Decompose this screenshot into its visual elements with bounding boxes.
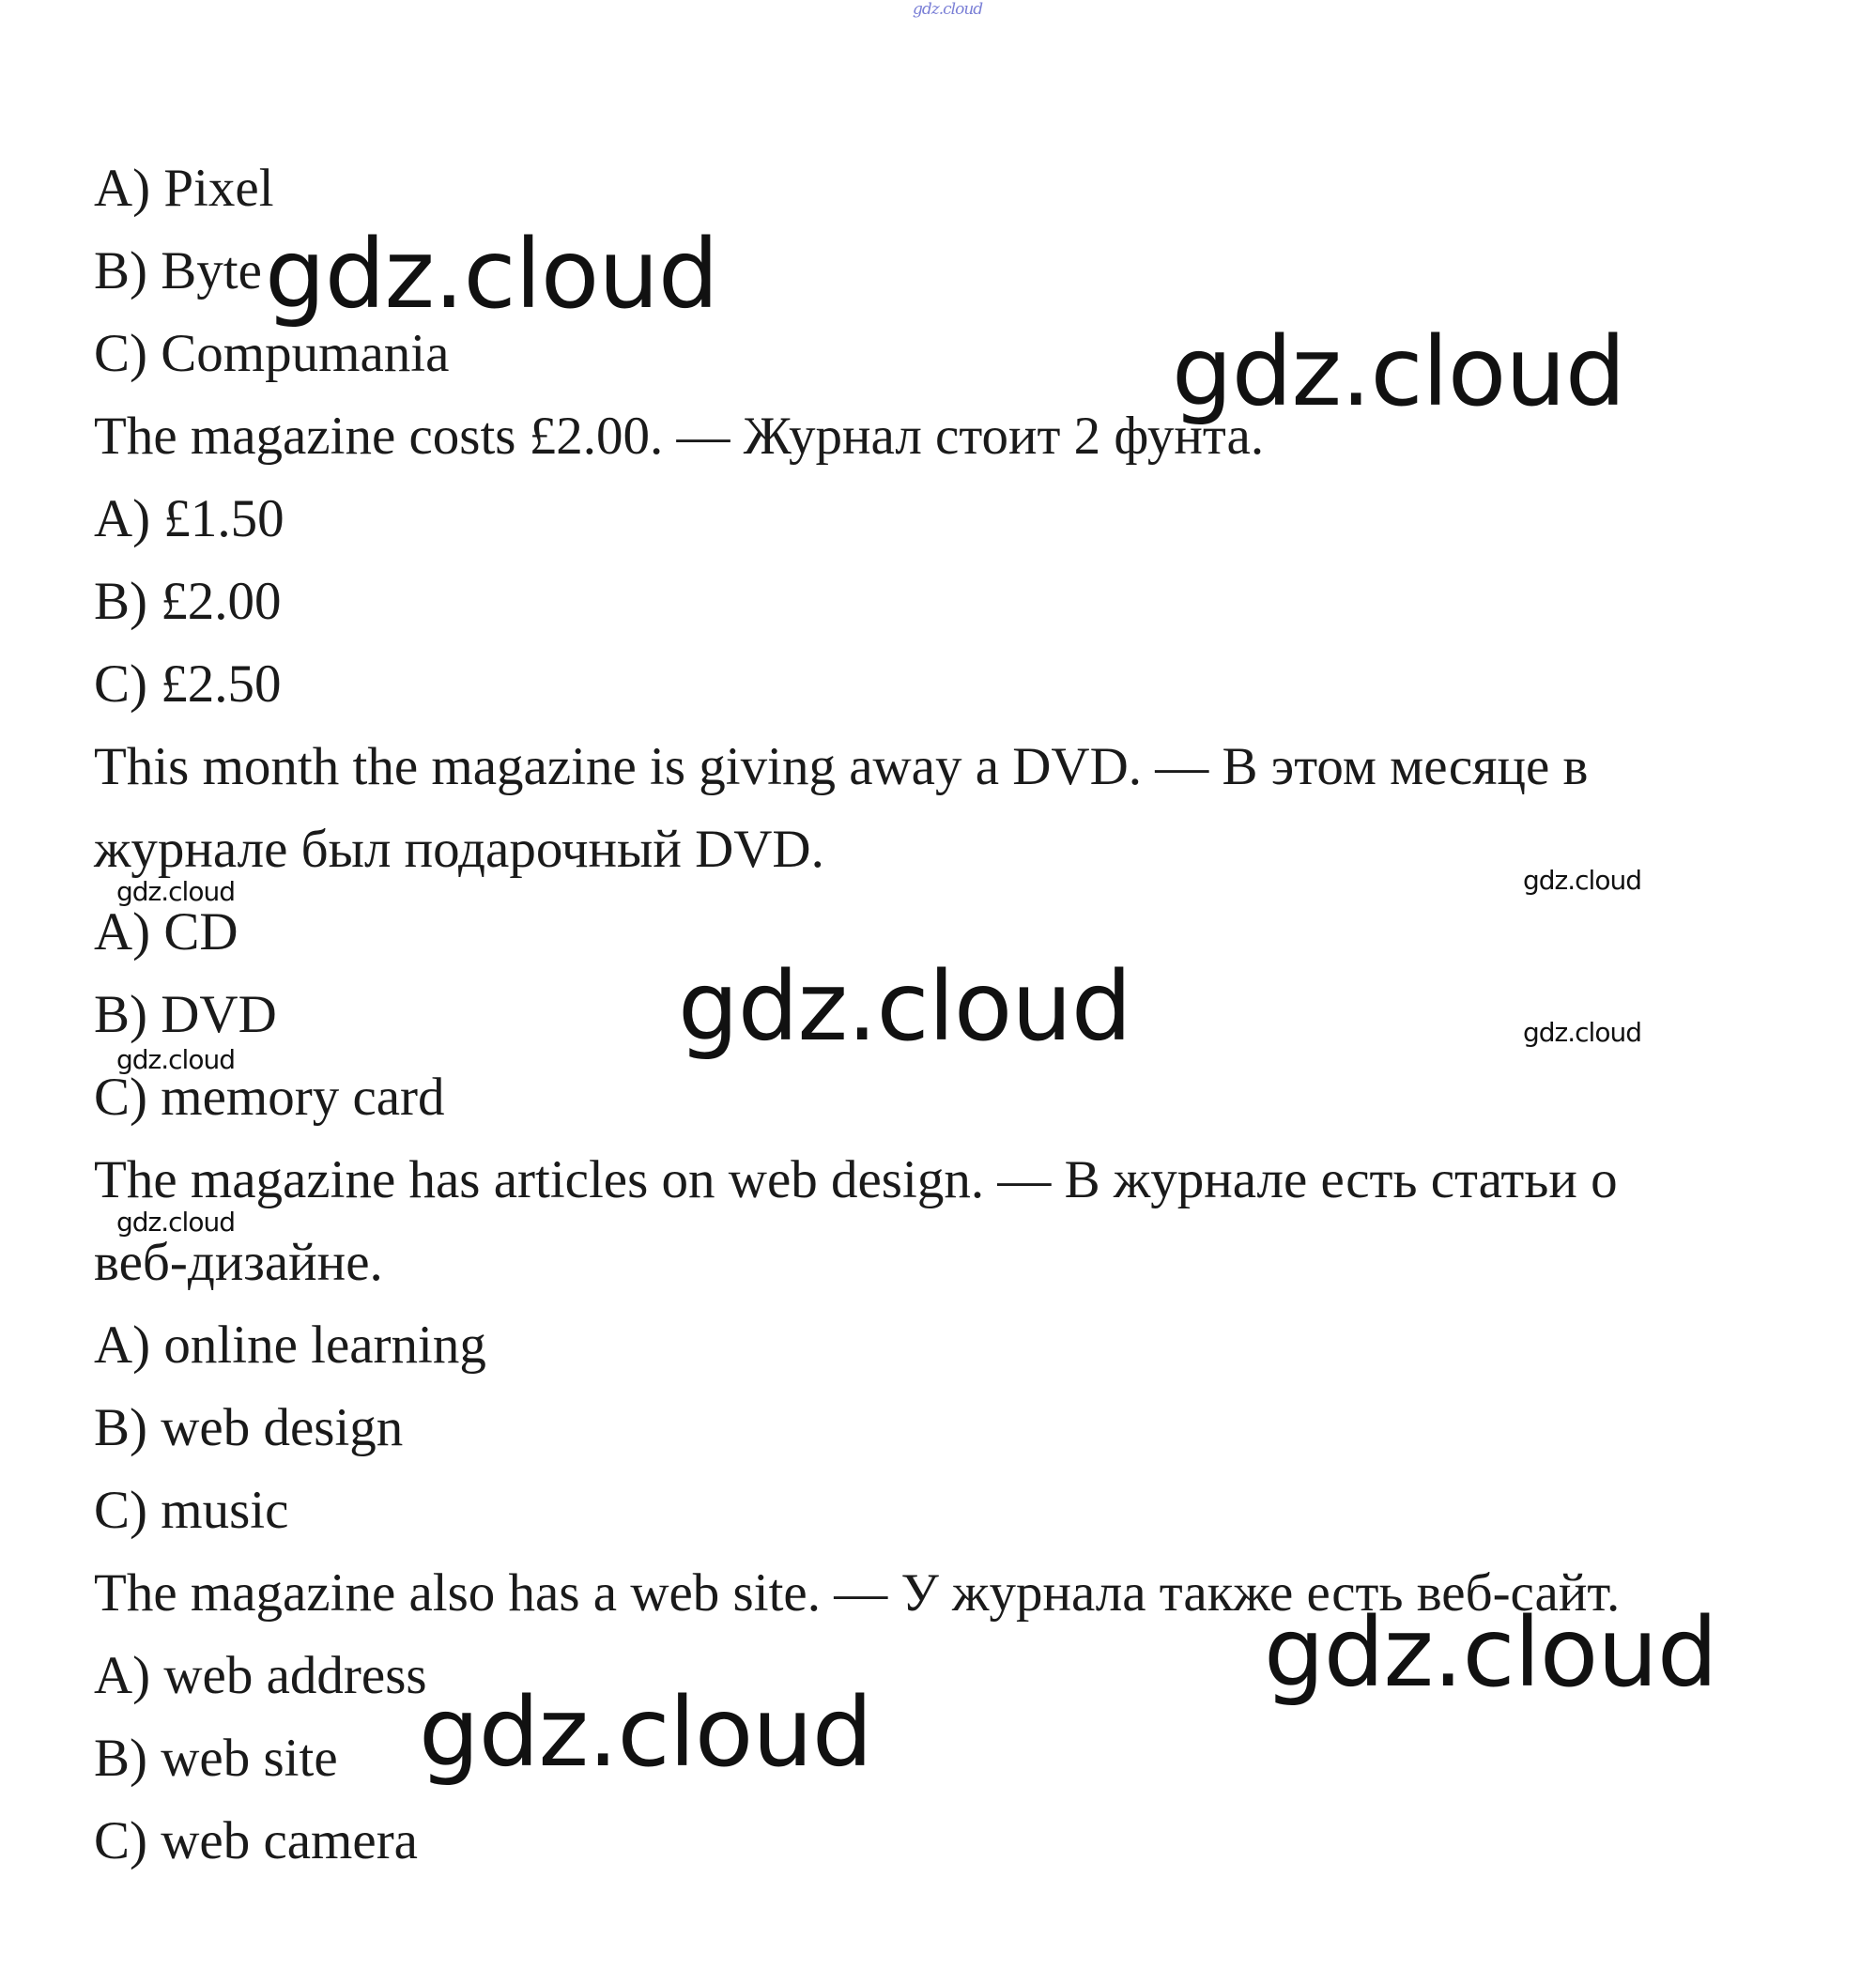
option-line: A) web address (94, 1646, 427, 1705)
watermark: gdz.cloud (1264, 1597, 1717, 1709)
watermark: gdz.cloud (1523, 865, 1641, 896)
watermark: gdz.cloud (419, 1677, 872, 1789)
option-line: A) Pixel (94, 159, 274, 218)
watermark: gdz.cloud (1523, 1017, 1641, 1048)
watermark: gdz.cloud (116, 1044, 235, 1075)
sentence-line: журнале был подарочный DVD. (94, 820, 824, 879)
sentence-line: The magazine also has a web site. — У журнала также есть веб-сайт. (94, 1563, 1621, 1623)
option-line: A) online learning (94, 1316, 486, 1375)
option-line: B) Byte (94, 241, 262, 300)
watermark: gdz.cloud (678, 951, 1131, 1063)
sentence-line: веб-дизайне. (94, 1233, 383, 1292)
watermark: gdz.cloud (265, 219, 718, 331)
option-line: B) DVD (94, 985, 277, 1044)
option-line: C) Compumania (94, 324, 450, 383)
option-line: B) web design (94, 1398, 404, 1457)
watermark: gdz.cloud (1172, 316, 1625, 428)
option-line: C) £2.50 (94, 654, 282, 714)
option-line: C) memory card (94, 1068, 445, 1127)
sentence-line: The magazine has articles on web design. — В журнале есть статьи о (94, 1150, 1618, 1209)
option-line: C) music (94, 1481, 289, 1540)
watermark-top: gdz.cloud (913, 0, 983, 19)
sentence-line: This month the magazine is giving away a DVD. — В этом месяце в (94, 737, 1589, 796)
sentence-line: The magazine costs £2.00. — Журнал стоит 2 фунта. (94, 407, 1265, 466)
option-line: C) web camera (94, 1811, 418, 1870)
watermark: gdz.cloud (116, 1207, 235, 1238)
watermark: gdz.cloud (116, 876, 235, 907)
option-line: A) CD (94, 902, 238, 962)
option-line: A) £1.50 (94, 489, 284, 548)
option-line: B) web site (94, 1729, 338, 1788)
option-line: B) £2.00 (94, 572, 282, 631)
